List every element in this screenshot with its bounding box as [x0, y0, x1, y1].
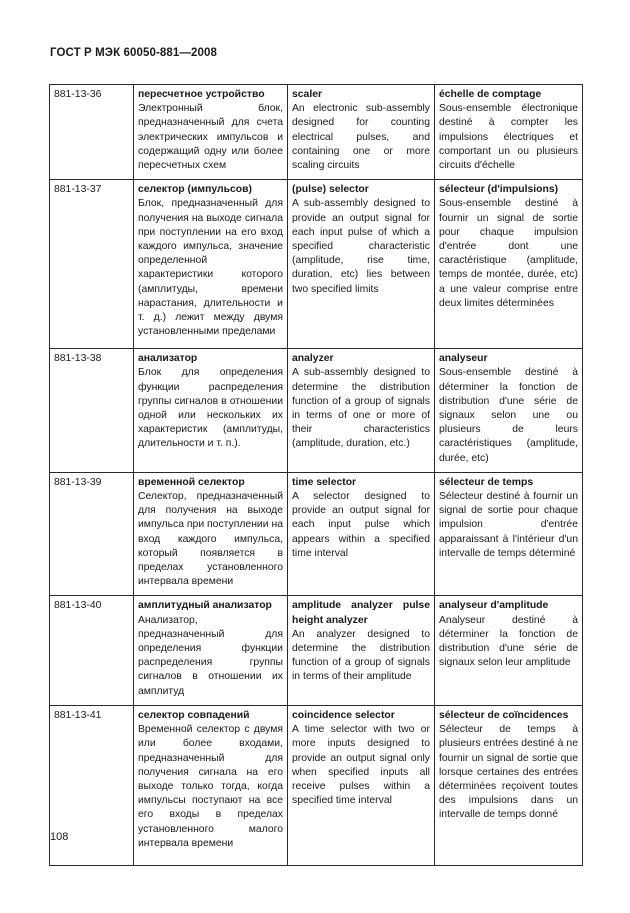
definition-ru: Электронный блок, предназначенный для счета электрических импульсов и содержащий одну или более пересчетных схем [138, 103, 283, 172]
definition-en: An analyzer designed to determine the distribution function of a group of signals in terms of their amplitude [292, 628, 430, 683]
definition-ru: Блок для определения функции распределения группы сигналов в отношении одной или нескольких их характеристик (амплитуды, длительности и т. п.). [138, 367, 283, 450]
cell-ru [134, 349, 288, 473]
definition-en: A time selector with two or more inputs designed to provide an output signal only when specified inputs all receive pulses within a specified time interval [292, 724, 430, 807]
cell-fr [435, 596, 583, 705]
definition-fr: Sous-ensemble destiné à déterminer la fonction de distribution d'une série de signaux selon une ou plusieurs de leurs caractéristiques (amplitude, durée, etc) [439, 367, 578, 464]
table-row [50, 705, 583, 865]
term-en: time selector [292, 476, 357, 488]
term-number: 881-13-38 [50, 349, 134, 473]
cell-ru [134, 472, 288, 596]
definition-ru: Анализатор, предназначенный для определения функции распределения группы сигналов в отношении их амплитуд [138, 614, 283, 697]
term-fr: sélecteur (d'impulsions) [439, 184, 559, 196]
term-en: amplitude analyzer pulse height analyzer [292, 600, 430, 626]
definition-en: An electronic sub-assembly designed for counting electrical pulses, and containing one or more scaling circuits [292, 103, 430, 172]
term-fr: échelle de comptage [439, 89, 542, 100]
cell-fr [435, 349, 583, 473]
definition-fr: Sélecteur de temps à plusieurs entrées destiné à ne fournir un signal de sortie que lorsque certaines des entrées déterminées reçoivent toutes des impulsions dans un intervalle de temps donné [439, 724, 578, 821]
terms-table [49, 84, 583, 866]
page-number: 108 [50, 831, 69, 843]
term-ru: амплитудный анализатор [138, 600, 272, 612]
cell-en [288, 472, 435, 596]
definition-ru: Селектор, предназначенный для получения на выходе импульса при поступлении на вход каждого импульса, который появляется в пределах установленного интервала времени [138, 491, 283, 588]
cell-ru [134, 596, 288, 705]
cell-en [288, 596, 435, 705]
table-row [50, 85, 583, 180]
definition-fr: Sous-ensemble électronique destiné à compter les impulsions électriques et comportant un ou plusieurs circuits d'échelle [439, 103, 578, 172]
term-fr: analyseur [439, 353, 488, 365]
cell-en [288, 705, 435, 865]
definition-ru: Блок, предназначенный для получения на выходе сигнала при поступлении на его вход каждого импульса, значение определенной характеристики которого (амплитуды, времени нарастания, длительности и т. д.) лежит между двумя установленными пределами [138, 198, 283, 338]
table-row [50, 472, 583, 596]
term-fr: analyseur d'amplitude [439, 600, 549, 612]
page-header: ГОСТ Р МЭК 60050-881—2008 [50, 47, 217, 59]
definition-en: A sub-assembly designed to determine the distribution function of a group of signals in terms of one or more of their characteristics (amplitude, duration, etc.) [292, 367, 430, 450]
term-ru: селектор совпадений [138, 709, 250, 721]
table-row [50, 596, 583, 705]
cell-ru [134, 705, 288, 865]
cell-en [288, 85, 435, 180]
term-en: coincidence selector [292, 709, 395, 721]
cell-en [288, 180, 435, 349]
table-row [50, 349, 583, 473]
cell-ru [134, 85, 288, 180]
term-number: 881-13-36 [50, 85, 134, 180]
definition-ru: Временной селектор с двумя или более входами, предназначенный для получения сигнала на его выходе только тогда, когда импульсы поступают на все его входы в пределах установленного малого интервала времени [138, 724, 283, 849]
definition-fr: Analyseur destiné à déterminer la fonction de distribution d'une série de signaux selon leur amplitude [439, 614, 578, 669]
term-en: (pulse) selector [292, 184, 369, 196]
term-number: 881-13-39 [50, 472, 134, 596]
term-ru: пересчетное устройство [138, 89, 265, 100]
definition-fr: Sélecteur destiné à fournir un signal de sortie pour chaque impulsion d'entrée apparaissant à l'intérieur d'un intervalle de temps déterminé [439, 491, 578, 559]
cell-en [288, 349, 435, 473]
cell-fr [435, 472, 583, 596]
definition-en: A selector designed to provide an output signal for each input pulse which appears within a specified time interval [292, 491, 430, 559]
cell-fr [435, 85, 583, 180]
cell-ru [134, 180, 288, 349]
term-en: scaler [292, 89, 323, 100]
term-fr: sélecteur de temps [439, 476, 534, 488]
term-ru: селектор (импульсов) [138, 184, 252, 196]
definition-fr: Sous-ensemble destiné à fournir un signal de sortie pour chaque impulsion d'entrée dont une caractéristique (amplitude, temps de montée, durée, etc) a une valeur comprise entre deux limites déterminées [439, 198, 578, 309]
term-en: analyzer [292, 353, 334, 365]
cell-fr [435, 705, 583, 865]
cell-fr [435, 180, 583, 349]
term-ru: анализатор [138, 353, 198, 365]
definition-en: A sub-assembly designed to provide an output signal for each input pulse of which a specified characteristic (amplitude, rise time, duration, etc) lies between two specified limits [292, 198, 430, 295]
term-number: 881-13-40 [50, 596, 134, 705]
term-ru: временной селектор [138, 476, 245, 488]
term-fr: sélecteur de coïncidences [439, 709, 569, 721]
table-row [50, 180, 583, 349]
term-number: 881-13-41 [50, 705, 134, 865]
term-number: 881-13-37 [50, 180, 134, 349]
